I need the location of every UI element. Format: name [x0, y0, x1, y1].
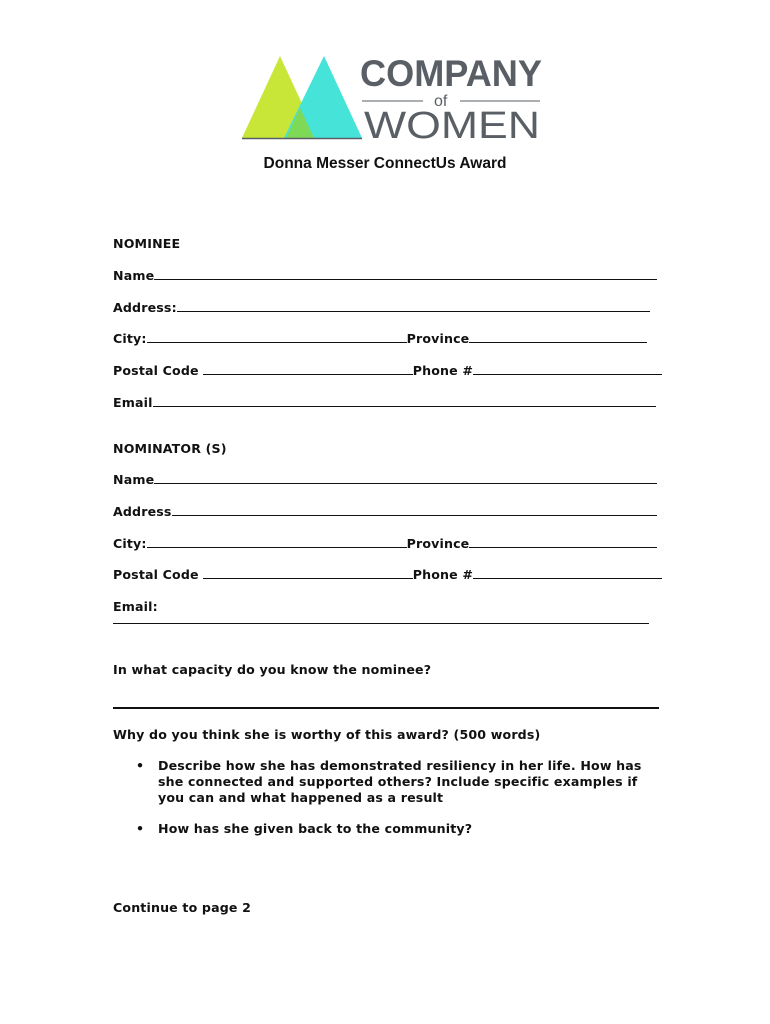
nominee-phone-field[interactable]: [473, 363, 662, 375]
nominee-city-row: [113, 331, 647, 346]
logo-word-of: of: [434, 93, 448, 110]
company-of-women-logo: [238, 50, 548, 144]
bullet-marker: •: [136, 821, 145, 836]
nominee-address-label: Address:: [113, 300, 177, 315]
nominee-name-row: [113, 268, 657, 283]
nominee-address-row: [113, 300, 650, 315]
nominator-address-row: [113, 504, 657, 519]
nominee-postal-label: Postal Code: [113, 363, 199, 378]
nominee-postal-field[interactable]: [203, 363, 413, 375]
nominator-name-row: [113, 472, 657, 487]
bullet-item-resiliency: Describe how she has demonstrated resiliency in her life. How has she connected and supported others? Include specific examples if you can and what happened as a result: [158, 758, 642, 805]
bullet-marker: •: [136, 758, 145, 773]
page-title: Donna Messer ConnectUs Award: [263, 155, 507, 172]
worthy-question: Why do you think she is worthy of this award? (500 words): [113, 727, 541, 742]
nominee-city-field[interactable]: [147, 331, 407, 343]
nominee-phone-label: Phone #: [412, 363, 474, 378]
nominee-city-label: City:: [113, 331, 147, 346]
nominee-province-field[interactable]: [469, 331, 647, 343]
nominator-phone-field[interactable]: [473, 567, 662, 579]
nominator-name-label: Name: [113, 472, 155, 487]
nominator-postal-field[interactable]: [203, 567, 413, 579]
nominator-email-label: Email:: [113, 599, 158, 614]
bullet-item-community: How has she given back to the community?: [158, 821, 473, 836]
nominator-name-field[interactable]: [154, 472, 657, 484]
nominator-phone-label: Phone #: [412, 567, 474, 582]
nominator-email-field[interactable]: [113, 612, 649, 624]
nominator-address-label: Address: [113, 504, 172, 519]
nominator-postal-row: [113, 567, 662, 582]
logo-word-women: WOMEN: [364, 105, 540, 144]
nominee-address-field[interactable]: [177, 300, 650, 312]
nominee-email-field[interactable]: [153, 395, 656, 407]
nominator-province-label: Province: [406, 536, 470, 551]
nominator-heading: NOMINATOR (S): [113, 441, 227, 456]
nominee-postal-row: [113, 363, 662, 378]
nominee-province-label: Province: [406, 331, 470, 346]
nominee-heading: NOMINEE: [113, 236, 181, 251]
continue-note: Continue to page 2: [113, 900, 252, 915]
nominator-city-row: [113, 536, 657, 551]
nominee-name-field[interactable]: [154, 268, 657, 280]
capacity-answer-line[interactable]: [113, 707, 659, 709]
nominee-email-row: [113, 395, 656, 410]
nominator-province-field[interactable]: [469, 536, 657, 548]
logo-word-company: COMPANY: [360, 53, 543, 94]
nominator-postal-label: Postal Code: [113, 567, 199, 582]
nominator-city-label: City:: [113, 536, 147, 551]
nominator-address-field[interactable]: [172, 504, 657, 516]
nominee-email-label: Email: [113, 395, 153, 410]
nominator-city-field[interactable]: [147, 536, 407, 548]
nominee-name-label: Name: [113, 268, 155, 283]
capacity-question: In what capacity do you know the nominee?: [113, 662, 432, 677]
